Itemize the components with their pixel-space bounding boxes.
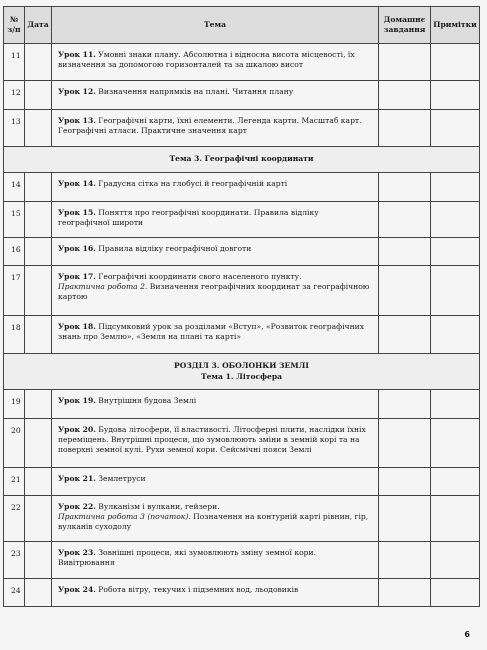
notes-cell — [431, 579, 480, 607]
row-number: 15 — [4, 202, 25, 238]
homework-cell — [379, 202, 431, 238]
homework-cell — [379, 110, 431, 147]
row-number: 20 — [4, 419, 25, 468]
date-cell — [25, 579, 52, 607]
lesson-label: Урок 19. — [58, 396, 96, 405]
lesson-text: Поняття про географічні координати. Правила відліку географічної широти — [58, 208, 319, 228]
row-number: 19 — [4, 390, 25, 419]
topic-cell — [52, 173, 379, 202]
section-row — [4, 354, 480, 390]
lesson-label: Урок 22. — [58, 502, 96, 511]
practical-work-text: Позначення на контурній карті рівнин, гір, вулканів суходолу — [58, 512, 369, 532]
lesson-text: Зовнішні процеси, які зумовлюють зміну земної кори. Вивітрювання — [58, 548, 316, 568]
section-subtitle: Тема 1. Літосфера — [200, 371, 283, 381]
table-row — [4, 579, 480, 607]
date-cell — [25, 81, 52, 110]
date-cell — [25, 202, 52, 238]
notes-cell — [431, 81, 480, 110]
date-cell — [25, 496, 52, 542]
notes-cell — [431, 542, 480, 579]
notes-cell — [431, 266, 480, 316]
date-cell — [25, 266, 52, 316]
lesson-label: Урок 11. — [58, 50, 96, 59]
lesson-text: Визначення напрямків на плані. Читання плану — [95, 87, 294, 96]
practical-work-text: Визначення географічних координат за географічною картою — [58, 282, 370, 302]
lesson-label: Урок 21. — [58, 474, 96, 483]
topic-cell — [52, 44, 379, 81]
topic-cell — [52, 419, 379, 468]
table-row — [4, 238, 480, 266]
homework-cell — [379, 81, 431, 110]
header-topic: Тема — [52, 7, 379, 44]
notes-cell — [431, 110, 480, 147]
table-row — [4, 496, 480, 542]
lesson-label: Урок 18. — [58, 322, 96, 331]
lesson-text: Правила відліку географічної довготи — [95, 244, 252, 253]
row-number: 17 — [4, 266, 25, 316]
homework-cell — [379, 496, 431, 542]
page-number: 6 — [464, 630, 470, 639]
topic-cell — [52, 110, 379, 147]
table-row — [4, 110, 480, 147]
table-header-row — [4, 7, 480, 44]
lesson-label: Урок 15. — [58, 208, 96, 217]
homework-cell — [379, 542, 431, 579]
lesson-text: Внутрішня будова Землі — [95, 396, 197, 405]
table-row — [4, 173, 480, 202]
date-cell — [25, 238, 52, 266]
date-cell — [25, 542, 52, 579]
header-homework: Домашнє завдання — [379, 7, 431, 44]
lesson-label: Урок 24. — [58, 585, 96, 594]
date-cell — [25, 390, 52, 419]
table-row — [4, 468, 480, 496]
lesson-label: Урок 14. — [58, 179, 96, 188]
topic-cell — [52, 468, 379, 496]
topic-cell — [52, 202, 379, 238]
homework-cell — [379, 316, 431, 354]
topic-cell — [52, 266, 379, 316]
lesson-label: Урок 16. — [58, 244, 96, 253]
table-row — [4, 44, 480, 81]
lesson-label: Урок 23. — [58, 548, 96, 557]
notes-cell — [431, 44, 480, 81]
homework-cell — [379, 579, 431, 607]
lesson-text: Вулканізм і вулкани, гейзери. — [95, 502, 220, 511]
row-number: 18 — [4, 316, 25, 354]
section-row — [4, 147, 480, 173]
notes-cell — [431, 468, 480, 496]
notes-cell — [431, 238, 480, 266]
table-row — [4, 266, 480, 316]
topic-cell — [52, 238, 379, 266]
table-row — [4, 316, 480, 354]
homework-cell — [379, 238, 431, 266]
date-cell — [25, 419, 52, 468]
lesson-plan-table — [3, 6, 480, 607]
row-number: 24 — [4, 579, 25, 607]
section-heading: Тема 3. Географічні координати — [4, 147, 480, 173]
row-number: 23 — [4, 542, 25, 579]
lesson-label: Урок 20. — [58, 425, 96, 434]
row-number: 11 — [4, 44, 25, 81]
lesson-label: Урок 13. — [58, 116, 96, 125]
notes-cell — [431, 202, 480, 238]
topic-cell — [52, 390, 379, 419]
section-heading — [4, 354, 480, 390]
homework-cell — [379, 266, 431, 316]
topic-cell — [52, 579, 379, 607]
notes-cell — [431, 419, 480, 468]
table-row — [4, 390, 480, 419]
homework-cell — [379, 419, 431, 468]
row-number: 21 — [4, 468, 25, 496]
row-number: 14 — [4, 173, 25, 202]
date-cell — [25, 173, 52, 202]
topic-cell — [52, 81, 379, 110]
lesson-text: Географічні координати свого населеного пункту. — [95, 272, 302, 281]
lesson-text: Умовні знаки плану. Абсолютна і відносна висота місцевості, їх визначення за допомогою горизонталей та за шкалою висот — [58, 50, 355, 70]
homework-cell — [379, 44, 431, 81]
homework-cell — [379, 173, 431, 202]
topic-cell — [52, 496, 379, 542]
topic-cell — [52, 316, 379, 354]
section-title: РОЗДІЛ 3. ОБОЛОНКИ ЗЕМЛІ — [174, 361, 309, 371]
row-number: 22 — [4, 496, 25, 542]
table-row — [4, 542, 480, 579]
date-cell — [25, 110, 52, 147]
practical-work-label: Практична робота 3 (початок). — [58, 512, 191, 522]
lesson-text: Географічні карти, їхні елементи. Легенда карти. Масштаб карт. Географічні атласи. Практичне значення карт — [58, 116, 362, 136]
date-cell — [25, 316, 52, 354]
table-row — [4, 81, 480, 110]
header-num: № з/п — [4, 7, 25, 44]
header-date: Дата — [25, 7, 52, 44]
date-cell — [25, 44, 52, 81]
notes-cell — [431, 316, 480, 354]
lesson-text: Будова літосфери, її властивості. Літосферні плити, наслідки їхніх переміщень. Внутрішні процеси, що зумовлюють зміни в земній корі та на поверхні земної кулі. Рухи земної кори. Сейсмічні пояси Землі — [58, 425, 366, 455]
notes-cell — [431, 390, 480, 419]
homework-cell — [379, 468, 431, 496]
notes-cell — [431, 173, 480, 202]
topic-cell — [52, 542, 379, 579]
lesson-text: Робота вітру, текучих і підземних вод, льодовиків — [95, 585, 299, 594]
lesson-label: Урок 17. — [58, 272, 96, 281]
practical-work-label: Практична робота 2. — [58, 282, 148, 292]
table-row — [4, 419, 480, 468]
row-number: 12 — [4, 81, 25, 110]
lesson-text: Градусна сітка на глобусі й географічній карті — [95, 179, 288, 188]
row-number: 16 — [4, 238, 25, 266]
lesson-text: Підсумковий урок за розділами «Вступ», «Розвиток географічних знань про Землю», «Земля на плані та карті» — [58, 322, 364, 342]
homework-cell — [379, 390, 431, 419]
notes-cell — [431, 496, 480, 542]
lesson-text: Землетруси — [95, 474, 146, 483]
lesson-label: Урок 12. — [58, 87, 96, 96]
date-cell — [25, 468, 52, 496]
table-row — [4, 202, 480, 238]
row-number: 13 — [4, 110, 25, 147]
header-notes: Примітки — [431, 7, 480, 44]
